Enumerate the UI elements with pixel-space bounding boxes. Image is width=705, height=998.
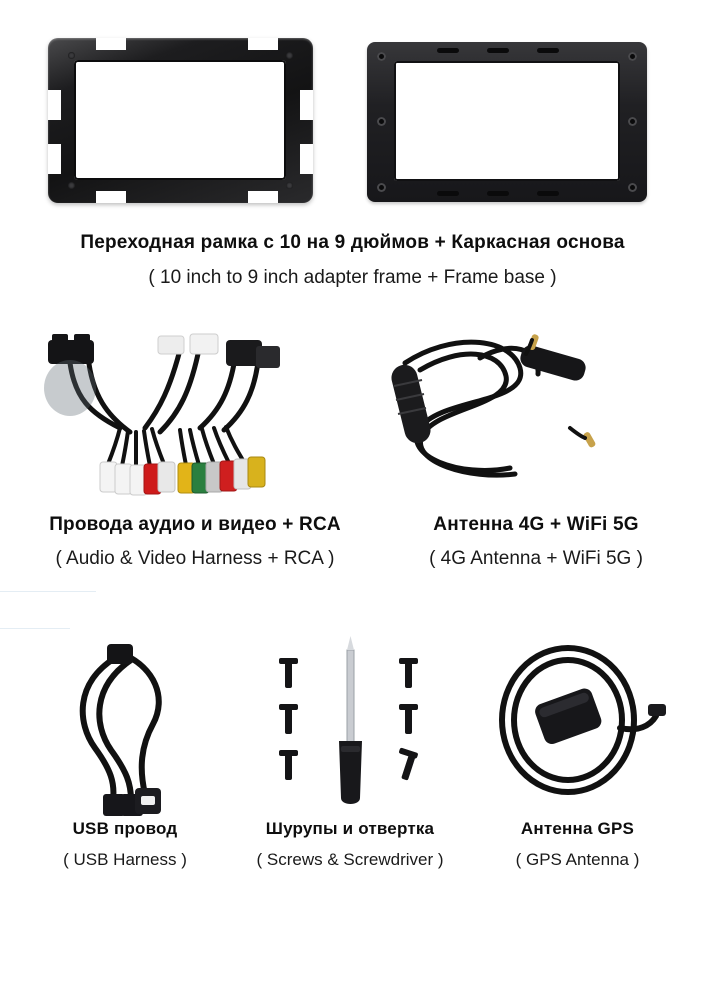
antenna-4g-wifi-caption xyxy=(386,513,686,571)
screws-caption-ru: Шурупы и отвертка xyxy=(265,819,435,838)
harness-antenna-image-row xyxy=(0,328,705,513)
frame-vent-slot xyxy=(437,48,459,53)
antenna-4g-wifi-icon xyxy=(380,328,680,513)
screws-caption-en: ( Screws & Screwdriver ) xyxy=(256,850,444,870)
frame-base-icon xyxy=(367,42,647,202)
frame-mount-hole xyxy=(377,117,386,126)
frame-notch xyxy=(96,191,126,203)
frame-mount-hole xyxy=(628,117,637,126)
frame-vent-slot xyxy=(437,191,459,196)
frame-mount-hole xyxy=(377,183,386,192)
frame-tab xyxy=(300,90,313,120)
harness-antenna-caption-row xyxy=(0,513,705,583)
usb-caption-en: ( USB Harness ) xyxy=(63,850,187,870)
frame-mount-hole xyxy=(628,183,637,192)
antenna-caption-ru: Антенна 4G + WiFi 5G xyxy=(433,514,639,535)
antenna-caption-en: ( 4G Antenna + WiFi 5G ) xyxy=(429,547,643,569)
gps-caption-ru: Антенна GPS xyxy=(520,819,635,838)
frame-mount-hole xyxy=(628,52,637,61)
gps-caption-en: ( GPS Antenna ) xyxy=(515,850,640,870)
harness-caption-en: ( Audio & Video Harness + RCA ) xyxy=(55,547,335,569)
frames-caption xyxy=(0,231,705,290)
screws-screwdriver-caption xyxy=(230,818,470,871)
frame-screw-hole xyxy=(286,182,293,189)
frame-tab xyxy=(300,144,313,174)
product-contents-page xyxy=(0,28,705,998)
frame-screw-hole xyxy=(68,182,75,189)
audio-video-harness-caption xyxy=(12,513,378,571)
frame-vent-slot xyxy=(537,191,559,196)
frame-vent-slot xyxy=(487,48,509,53)
frames-caption-ru: Переходная рамка с 10 на 9 дюймов + Каркасная основа xyxy=(80,232,625,253)
usb-harness-icon xyxy=(35,628,225,818)
frame-tab xyxy=(48,144,61,174)
section-harness-antenna xyxy=(0,328,705,628)
usb-caption-ru: USB провод xyxy=(72,819,178,838)
frame-notch xyxy=(248,38,278,50)
frames-image-row xyxy=(0,28,705,213)
frame-notch xyxy=(248,191,278,203)
frames-caption-en: ( 10 inch to 9 inch adapter frame + Frame base ) xyxy=(148,266,557,288)
usb-harness-caption xyxy=(20,818,230,871)
frame-vent-slot xyxy=(487,191,509,196)
frame-mount-hole xyxy=(377,52,386,61)
gps-antenna-caption xyxy=(470,818,685,871)
adapter-frame-icon xyxy=(48,38,313,203)
section-frames xyxy=(0,28,705,328)
frame-screw-hole xyxy=(286,52,293,59)
frame-screw-hole xyxy=(68,52,75,59)
accessories-image-row xyxy=(0,628,705,818)
accessories-caption-row xyxy=(0,818,705,893)
section-accessories xyxy=(0,628,705,958)
screws-screwdriver-icon xyxy=(255,628,445,818)
harness-caption-ru: Провода аудио и видео + RCA xyxy=(49,514,341,535)
audio-video-harness-icon xyxy=(30,328,360,513)
gps-antenna-icon xyxy=(480,628,670,818)
frame-tab xyxy=(48,90,61,120)
frame-vent-slot xyxy=(537,48,559,53)
frame-notch xyxy=(96,38,126,50)
